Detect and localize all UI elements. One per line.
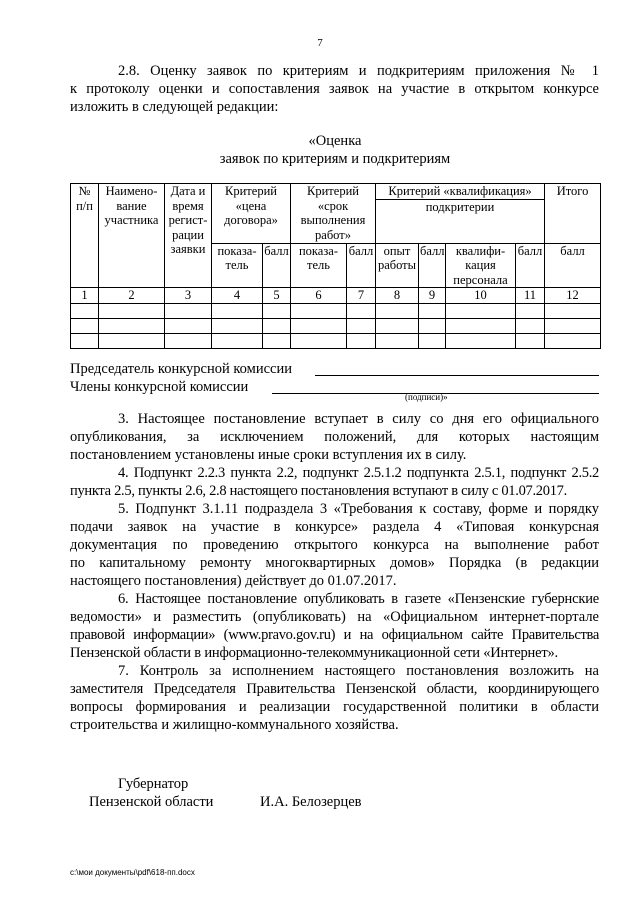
paragraph-7-line-2: заместителя Председателя Правительства Пензенской области, координирующего [70,681,599,697]
header-staff-qualification: квалифи-кация персонала [446,243,516,288]
paragraph-6-line-1: 6. Настоящее постановление опубликовать в газете «Пензенские губернские [118,591,599,607]
evaluation-heading-line-2: заявок по критериям и подкритериям [219,151,451,167]
column-number: 11 [516,288,545,304]
signer-title-line-2: Пензенской области [89,794,214,810]
header-price-criterion: Критерий «цена договора» [212,184,291,244]
signer-name: И.А. Белозерцев [260,794,362,810]
paragraph-3-line-2: опубликования, за исключением положений, для которых настоящим [70,429,599,445]
paragraph-5-line-5: настоящего постановления) действует до 01.07.2017. [70,573,397,589]
header-total: Итого [545,184,601,244]
table-row [71,318,601,333]
paragraph-2-8-line-1: 2.8. Оценку заявок по критериям и подкритериям приложения № 1 [118,63,599,79]
paragraph-2-8-line-3: изложить в следующей редакции: [70,99,279,115]
paragraph-4-line-1: 4. Подпункт 2.2.3 пункта 2.2, подпункт 2.5.1.2 подпункта 2.5.1, подпункт 2.5.2 [118,465,599,481]
paragraph-6-line-4: Пензенской области в информационно-телекоммуникационной сети «Интернет». [70,645,558,661]
members-label: Члены конкурсной комиссии [70,379,249,395]
column-number: 9 [419,288,446,304]
page-number: 7 [317,37,323,49]
paragraph-5-line-3: документация по проведению открытого конкурса на выполнение работ [70,537,599,553]
header-experience-score: балл [419,243,446,288]
paragraph-7-line-1: 7. Контроль за исполнением настоящего постановления возложить на [118,663,599,679]
chairman-signature-line [315,375,599,376]
header-participant-name: Наимено-вание участника [99,184,165,288]
header-total-score: балл [545,243,601,288]
chairman-label: Председатель конкурсной комиссии [70,361,292,377]
paragraph-7-line-3: вопросы формирования и реализации государственной политики в области [70,699,599,715]
paragraph-5-line-1: 5. Подпункт 3.1.11 подраздела 3 «Требования к составу, форме и порядку [118,501,599,517]
column-number: 10 [446,288,516,304]
evaluation-table [70,183,601,349]
evaluation-heading-line-1: «Оценка [308,133,362,149]
column-number: 8 [376,288,419,304]
column-number: 4 [212,288,263,304]
paragraph-7-line-4: строительства и жилищно-коммунального хозяйства. [70,717,399,733]
header-qualification-criterion: Критерий «квалификация» [376,184,545,200]
column-number: 5 [263,288,291,304]
header-term-indicator: показа-тель [291,243,347,288]
header-term-score: балл [347,243,376,288]
signatures-note: (подписи)» [405,392,448,402]
paragraph-4-line-2: пункта 2.5, пункты 2.6, 2.8 настоящего постановления вступают в силу с 01.07.2017. [70,483,567,499]
column-number: 1 [71,288,99,304]
column-number: 12 [545,288,601,304]
header-registration-date: Дата и время регист-рации заявки [165,184,212,288]
header-price-score: балл [263,243,291,288]
paragraph-5-line-4: по капитальному ремонту многоквартирных домов» Порядка (в редакции [70,555,599,571]
column-number: 6 [291,288,347,304]
header-number: № п/п [71,184,99,288]
paragraph-3-line-3: постановлением установлены иные сроки вступления их в силу. [70,447,467,463]
header-term-criterion: Критерий «срок выполнения работ» [291,184,376,244]
header-subcriteria: подкритерии [376,199,545,243]
table-row [71,333,601,348]
paragraph-5-line-2: подачи заявок на участие в конкурсе» раздела 4 «Типовая конкурсная [70,519,599,535]
table-row [71,303,601,318]
paragraph-2-8-line-2: к протоколу оценки и сопоставления заявок на участие в открытом конкурсе [70,81,599,97]
signer-title-line-1: Губернатор [118,776,189,792]
column-number: 3 [165,288,212,304]
column-number: 2 [99,288,165,304]
header-staff-score: балл [516,243,545,288]
column-number: 7 [347,288,376,304]
paragraph-3-line-1: 3. Настоящее постановление вступает в силу со дня его официального [118,411,599,427]
footer-file-path: c:\мои документы\pdf\618-пп.docx [70,868,195,877]
paragraph-6-line-2: ведомости» и разместить (опубликовать) на «Официальном интернет-портале [70,609,599,625]
header-experience: опыт работы [376,243,419,288]
paragraph-6-line-3: правовой информации» (www.pravo.gov.ru) и на официальном сайте Правительства [70,627,599,643]
header-price-indicator: показа-тель [212,243,263,288]
